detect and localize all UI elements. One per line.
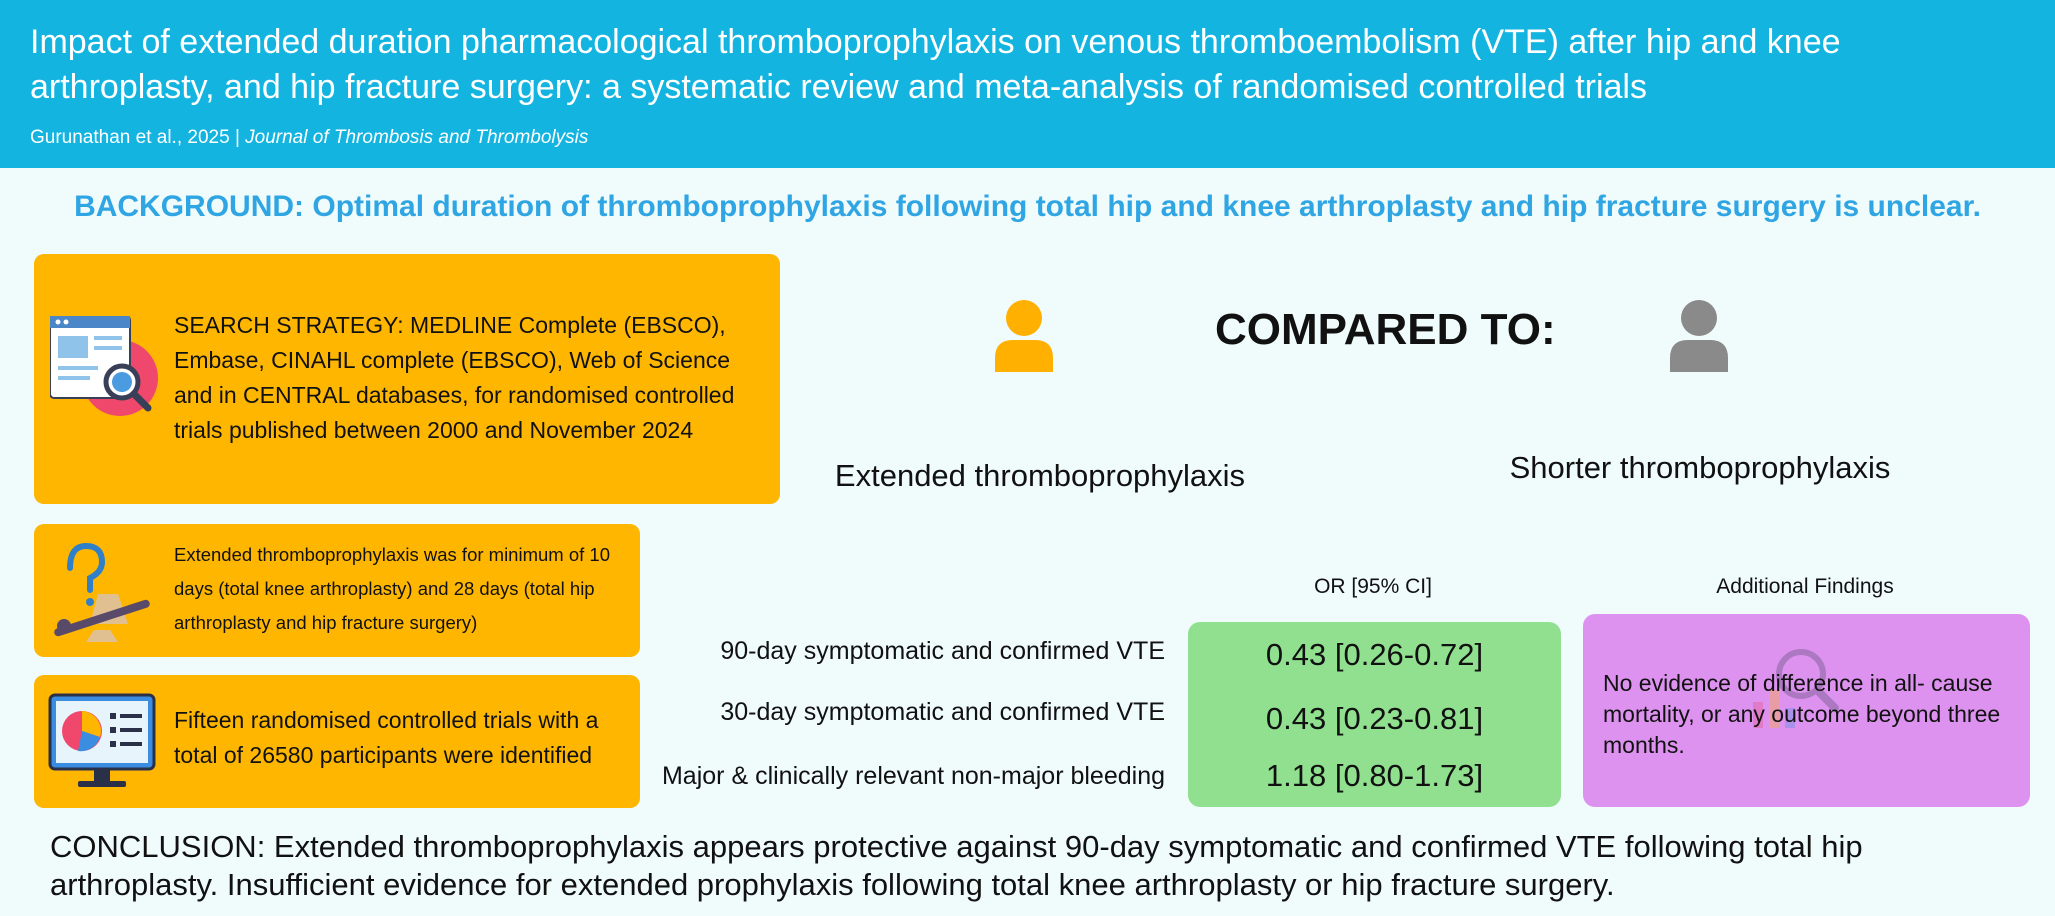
citation-separator: |	[234, 127, 240, 148]
monitor-chart-icon	[48, 693, 156, 791]
compared-to-heading: COMPARED TO:	[1215, 305, 1556, 354]
arm-extended-label: Extended thromboprophylaxis	[834, 458, 1246, 493]
background-statement: BACKGROUND: Optimal duration of thromboprophylaxis following total hip and knee arthroplasty and hip fracture surgery is unclear.	[74, 190, 1981, 223]
arm-shorter-label: Shorter thromboprophylaxis	[1509, 450, 1891, 485]
conclusion-statement: CONCLUSION: Extended thromboprophylaxis appears protective against 90-day symptomatic and confirmed VTE following total hip arthroplasty. Insufficient evidence for extended prophylaxis following total knee arthroplasty or hip fracture surgery.	[50, 829, 1863, 902]
odds-ratio-value: 0.43 [0.26-0.72]	[1265, 637, 1484, 672]
additional-findings-text: No evidence of difference in all- cause mortality, or any outcome beyond three months.	[1603, 670, 2001, 758]
paper-title: Impact of extended duration pharmacological thromboprophylaxis on venous thromboembolism (VTE) after hip and knee arthroplasty, and hip fracture surgery: a systematic review and meta-analysis of randomised controlled trials	[30, 23, 1841, 106]
additional-findings-header: Additional Findings	[1716, 575, 1894, 598]
outcome-label: Major & clinically relevant non-major bleeding	[661, 762, 1165, 790]
journal-name: Journal of Thrombosis and Thrombolysis	[245, 127, 589, 148]
header-banner	[0, 0, 2055, 168]
citation	[30, 127, 588, 149]
odds-ratio-box	[1188, 622, 1561, 807]
person-icon	[993, 298, 1055, 374]
additional-findings-box	[1583, 614, 2030, 807]
search-strategy-box	[34, 254, 780, 504]
question-seesaw-icon	[48, 538, 158, 648]
search-strategy-text: SEARCH STRATEGY: MEDLINE Complete (EBSCO), Embase, CINAHL complete (EBSCO), Web of Science and in CENTRAL databases, for randomised controlled trials published between 2000 and November 2024	[174, 312, 735, 443]
odds-ratio-value: 1.18 [0.80-1.73]	[1265, 758, 1484, 793]
authors: Gurunathan et al., 2025	[30, 127, 230, 148]
odds-ratio-value: 0.43 [0.23-0.81]	[1265, 701, 1484, 736]
trials-identified-text: Fifteen randomised controlled trials with a total of 26580 participants were identified	[174, 707, 599, 768]
outcome-label: 30-day symptomatic and confirmed VTE	[720, 698, 1165, 726]
person-icon	[1668, 298, 1730, 374]
extended-definition-text: Extended thromboprophylaxis was for minimum of 10 days (total knee arthroplasty) and 28 days (total hip arthroplasty and hip fracture surgery)	[174, 544, 610, 633]
browser-magnifier-icon	[50, 316, 162, 428]
or-column-header: OR [95% CI]	[1314, 575, 1432, 598]
outcome-label: 90-day symptomatic and confirmed VTE	[720, 637, 1165, 665]
